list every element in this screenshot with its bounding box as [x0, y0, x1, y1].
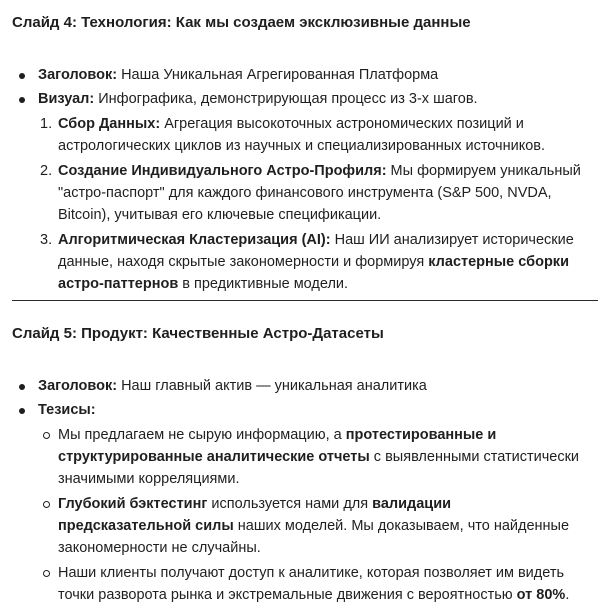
thesis-text: .: [565, 587, 570, 603]
slide-4-title-bullet: [0, 64, 600, 86]
bullet-dot: [19, 384, 25, 390]
thesis-item-2: [0, 493, 600, 559]
thesis-bold-text: Глубокий бэктестинг: [58, 496, 208, 512]
thesis-text: наших моделей. Мы доказываем, что найденные закономерности не случайны.: [58, 518, 570, 556]
theses-label: Тезисы:: [38, 402, 96, 418]
slide-4-list: [0, 64, 600, 298]
slide-5-heading: Слайд 5: Продукт: Качественные Астро-Датасеты: [12, 325, 384, 342]
step-bold-text: кластерные сборки астро-паттернов: [58, 254, 569, 292]
slide-5-list: [0, 375, 600, 609]
step-number: 1.: [40, 116, 53, 132]
visual-text: Инфографика, демонстрирующая процесс из 3-х шагов.: [94, 91, 478, 107]
step-label: Алгоритмическая Кластеризация (AI):: [58, 232, 331, 248]
step-number: 2.: [40, 163, 53, 179]
sub-bullet-circle: [43, 501, 50, 508]
title-label: Заголовок:: [38, 67, 118, 83]
bullet-dot: [19, 408, 25, 414]
process-step-1: [0, 113, 600, 157]
step-number: 3.: [40, 232, 53, 248]
title-text: Наш главный актив — уникальная аналитика: [117, 378, 427, 394]
visual-label: Визуал:: [38, 91, 95, 107]
thesis-text: Мы предлагаем не сырую информацию, а: [58, 427, 346, 443]
thesis-bold-text: протестированные и структурированные аналитические отчеты: [58, 427, 497, 465]
thesis-bold-text: валидации предсказательной силы: [58, 496, 452, 534]
process-step-2: [0, 160, 600, 226]
step-tail-text: в предиктивные модели.: [178, 276, 349, 292]
bullet-dot: [19, 73, 25, 79]
step-text: Наш ИИ анализирует исторические данные, находя скрытые закономерности и формируя: [58, 232, 574, 270]
thesis-item-1: [0, 424, 600, 490]
thesis-text: с выявленными статистически значимыми корреляциями.: [58, 449, 580, 487]
thesis-text: Наши клиенты получают доступ к аналитике, которая позволяет им видеть точки разворота рынка и экстремальные движения с вероятностью: [58, 565, 565, 603]
thesis-item-3: [0, 562, 600, 606]
title-label: Заголовок:: [38, 378, 118, 394]
sub-bullet-circle: [43, 570, 50, 577]
title-text: Наша Уникальная Агрегированная Платформа: [117, 67, 439, 83]
section-divider: [12, 300, 598, 301]
step-text: Мы формируем уникальный "астро-паспорт" для каждого финансового инструмента (S&P 500, NVDA, Bitcoin), учитывая его ключевые спецификации.: [58, 163, 581, 223]
bullet-dot: [19, 97, 25, 103]
slide-5-theses-bullet: [0, 399, 600, 421]
slide-5-title-bullet: [0, 375, 600, 397]
step-label: Создание Индивидуального Астро-Профиля:: [58, 163, 387, 179]
step-label: Сбор Данных:: [58, 116, 161, 132]
thesis-bold-text: от 80%: [516, 587, 566, 603]
slide-4-visual-bullet: [0, 88, 600, 110]
slide-4-heading: Слайд 4: Технология: Как мы создаем эксклюзивные данные: [12, 14, 471, 31]
sub-bullet-circle: [43, 432, 50, 439]
thesis-text: используется нами для: [207, 496, 373, 512]
process-steps-list: [0, 113, 600, 295]
process-step-3: [0, 229, 600, 295]
step-text: Агрегация высокоточных астрономических позиций и астрологических циклов из научных и специализированных источников.: [58, 116, 546, 154]
